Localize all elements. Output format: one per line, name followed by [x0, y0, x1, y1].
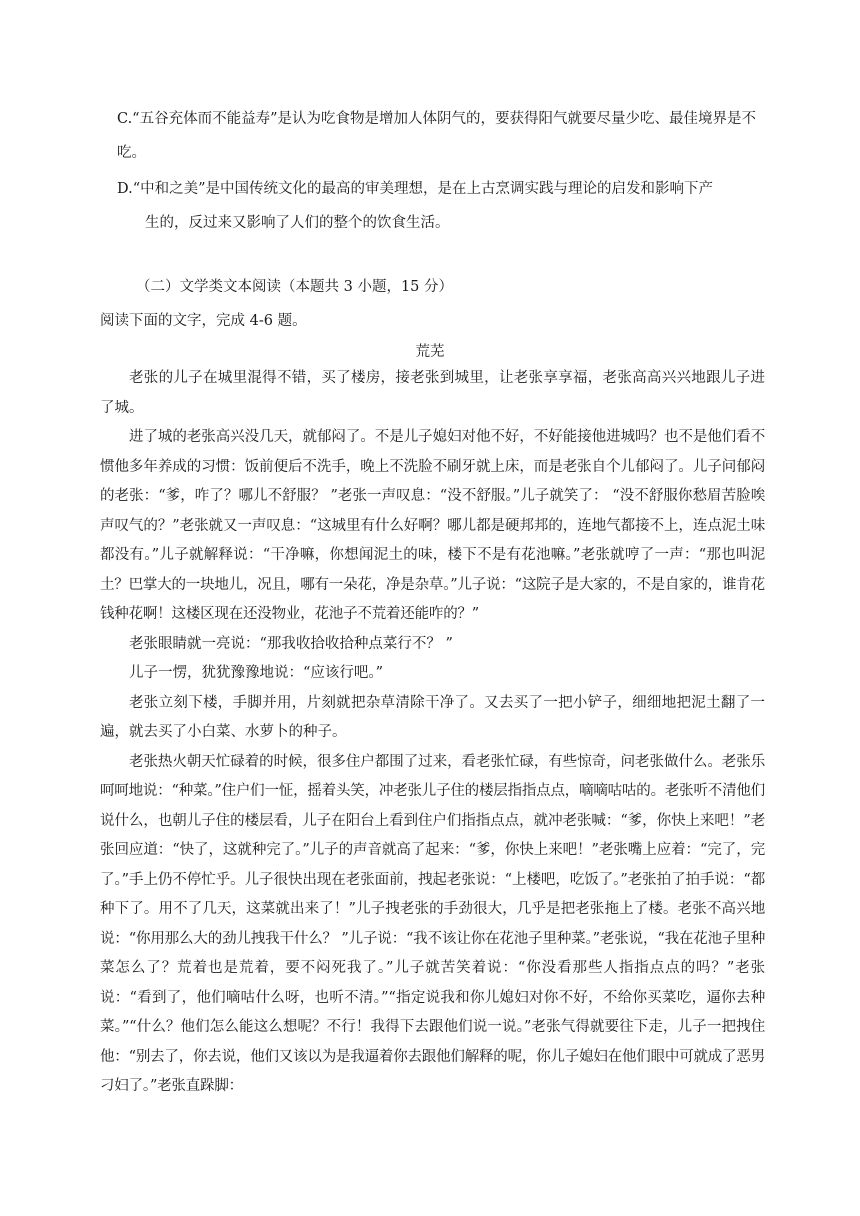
- story-paragraph-2: 进了城的老张高兴没几天，就郁闷了。不是儿子媳妇对他不好，不好能接他进城吗？也不是他们看不惯他多年养成的习惯：饭前便后不洗手，晚上不洗脸不刷牙就上床，而是老张自个儿郁闷了。儿子问郁闷的老张：“爹，咋了？哪儿不舒服？ ”老张一声叹息：“没不舒服。”儿子就笑了： “没不舒服你愁眉苦脸唉声叹气的？”老张就又一声叹息：“这城里有什么好啊？哪儿都是硬邦邦的，连地气都接不上，连点泥土味都没有。”儿子就解释说：“干净嘛，你想闻泥土的味，楼下不是有花池嘛。”老张就哼了一声：“那也叫泥土？巴掌大的一块地儿，况且，哪有一朵花，净是杂草。”儿子说：“这院子是大家的，不是自家的，谁肯花钱种花啊！这楼区现在还没物业，花池子不荒着还能咋的？”: [100, 429, 765, 622]
- option-c: C.“五谷充体而不能益寿”是认为吃食物是增加人体阴气的，要获得阳气就要尽量少吃、最佳境界是不吃。: [117, 111, 757, 161]
- option-d: [117, 172, 763, 240]
- section-heading: （二）文学类文本阅读（本题共 3 小题，15 分）: [136, 279, 454, 295]
- story-title: 荒芜: [415, 344, 445, 360]
- story-paragraph-3: 老张眼睛就一亮说：“那我收拾收拾种点菜行不？ ”: [129, 635, 453, 652]
- story-paragraph-6: 老张热火朝天忙碌着的时候，很多住户都围了过来，看老张忙碌，有些惊奇，问老张做什么。老张乐呵呵地说：“种菜。”住户们一怔，摇着头笑，冲老张儿子住的楼层指指点点，嘀嘀咕咕的。老张听不清他们说什么，也朝儿子住的楼层看，儿子在阳台上看到住户们指指点点，就冲老张喊：“爹，你快上来吧！”老张回应道：“快了，这就种完了。”儿子的声音就高了起来：“爹，你快上来吧！”老张嘴上应着：“完了，完了。”手上仍不停忙乎。儿子很快出现在老张面前，拽起老张说：“上楼吧，吃饭了。”老张拍了拍手说：“都种下了。用不了几天，这菜就出来了！”儿子拽老张的手劲很大，几乎是把老张拖上了楼。老张不高兴地说：“你用那么大的劲儿拽我干什么？ ”儿子说：“我不该让你在花池子里种菜。”老张说，“我在花池子里种菜怎么了？荒着也是荒着，要不闷死我了。”儿子就苦笑着说：“你没看那些人指指点点的吗？”老张说：“看到了，他们嘀咕什么呀，也听不清。”“指定说我和你儿媳妇对你不好，不给你买菜吃，逼你去种菜。”“什么？他们怎么能这么想呢？不行！我得下去跟他们说一说。”老张气得就要往下走，儿子一把拽住他：“别去了，你去说，他们又该以为是我逼着你去跟他们解释的呢，你儿子媳妇在他们眼中可就成了恶男刁妇了。”老张直跺脚：: [100, 753, 766, 1094]
- story-paragraph-5: 老张立刻下楼，手脚并用，片刻就把杂草清除干净了。又去买了一把小铲子，细细地把泥土翻了一遍，就去买了小白菜、水萝卜的种子。: [100, 694, 765, 740]
- story-body: [100, 364, 765, 1102]
- option-d-line1: D.“中和之美”是中国传统文化的最高的审美理想，是在上古烹调实践与理论的启发和影响下产: [117, 181, 714, 197]
- story-paragraph-4: 儿子一愣，犹犹豫豫地说：“应该行吧。”: [129, 665, 384, 681]
- reading-instruction: 阅读下面的文字，完成 4-6 题。: [100, 313, 307, 329]
- story-paragraph-1: 老张的儿子在城里混得不错，买了楼房，接老张到城里，让老张享享福，老张高高兴兴地跟儿子进了城。: [100, 370, 765, 416]
- option-d-line2: 生的，反过来又影响了人们的整个的饮食生活。: [145, 215, 450, 231]
